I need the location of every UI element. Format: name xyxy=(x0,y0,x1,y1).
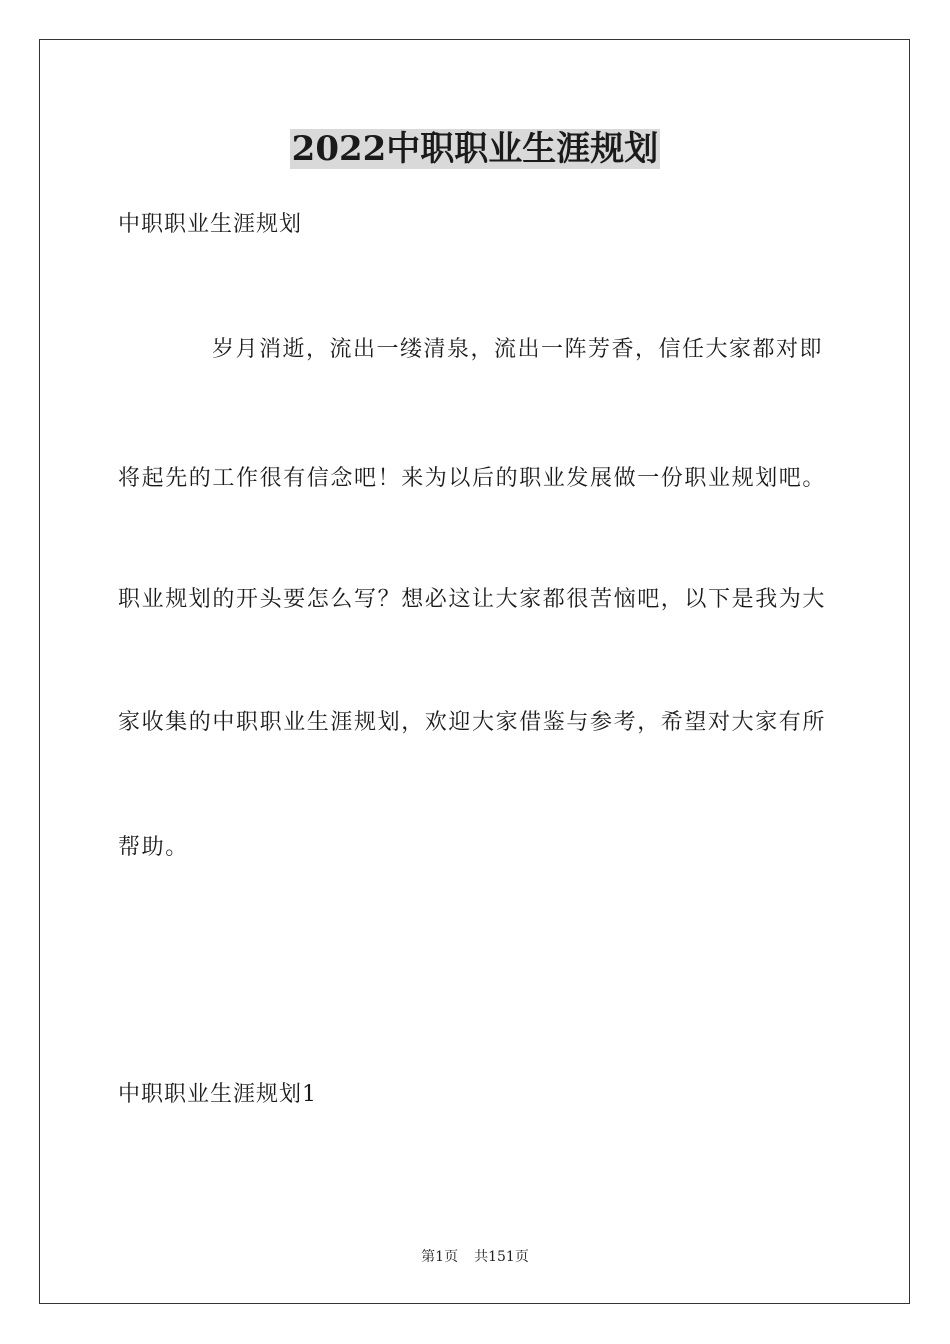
paragraph-line: 家收集的中职职业生涯规划，欢迎大家借鉴与参考，希望对大家有所 xyxy=(118,710,827,735)
page-number-current: 第1页 xyxy=(421,1249,459,1265)
paragraph-line: 将起先的工作很有信念吧！来为以后的职业发展做一份职业规划吧。 xyxy=(118,466,827,491)
section-heading: 中职职业生涯规划1 xyxy=(118,1082,317,1107)
document-title xyxy=(0,125,950,173)
page-number-total: 共151页 xyxy=(474,1249,529,1265)
paragraph-line: 帮助。 xyxy=(118,835,189,860)
document-subtitle: 中职职业生涯规划 xyxy=(118,212,303,237)
paragraph-line: 职业规划的开头要怎么写？想必这让大家都很苦恼吧，以下是我为大 xyxy=(118,587,827,612)
page-footer xyxy=(0,1247,950,1267)
document-title-text: 2022中职职业生涯规划 xyxy=(291,129,659,169)
paragraph-line: 岁月消逝，流出一缕清泉，流出一阵芳香，信任大家都对即 xyxy=(212,337,824,362)
